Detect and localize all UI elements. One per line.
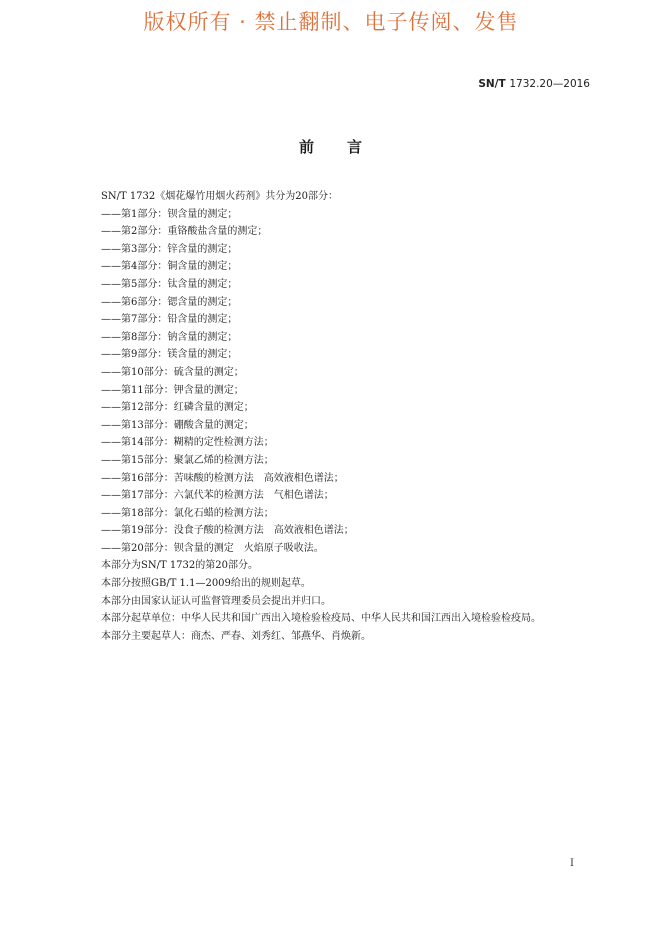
body-paragraph: 本部分为SN/T 1732的第20部分。 <box>101 560 258 572</box>
body-paragraph: 本部分按照GB/T 1.1—2009给出的规则起草。 <box>101 578 311 590</box>
part-item: ——第11部分：钾含量的测定； <box>101 384 244 396</box>
part-item: ——第15部分：聚氯乙烯的检测方法； <box>101 454 274 466</box>
section-title: 前 言 <box>298 138 363 156</box>
copyright-watermark: 版权所有 · 禁止翻制、电子传阅、发售 <box>143 10 519 34</box>
page-number: I <box>570 858 574 869</box>
part-item: ——第18部分：氯化石蜡的检测方法； <box>101 507 274 519</box>
part-item: ——第8部分：钠含量的测定； <box>101 331 238 343</box>
body-paragraph: 本部分由国家认证认可监督管理委员会提出并归口。 <box>101 595 331 607</box>
parts-list <box>80 206 592 558</box>
part-item: ——第3部分：锌含量的测定； <box>101 243 238 255</box>
standard-prefix: SN/T <box>478 78 506 90</box>
part-item: ——第5部分：钛含量的测定； <box>101 278 238 290</box>
part-item: ——第20部分：钡含量的测定 火焰原子吸收法。 <box>101 542 324 554</box>
part-item: ——第10部分：硫含量的测定； <box>101 366 244 378</box>
part-item: ——第19部分：没食子酸的检测方法 高效液相色谱法； <box>101 525 354 537</box>
part-item: ——第6部分：锶含量的测定； <box>101 296 238 308</box>
part-item: ——第12部分：红磷含量的测定； <box>101 402 254 414</box>
standard-number: 1732.20—2016 <box>509 78 590 90</box>
part-item: ——第2部分：重铬酸盐含量的测定； <box>101 226 268 238</box>
intro-paragraph: SN/T 1732《烟花爆竹用烟火药剂》共分为20部分： <box>101 191 338 202</box>
part-item: ——第17部分：六氯代苯的检测方法 气相色谱法； <box>101 490 334 502</box>
part-item: ——第9部分：镁含量的测定； <box>101 349 238 361</box>
foreword-body <box>80 188 592 645</box>
part-item: ——第13部分：硼酸含量的测定； <box>101 419 254 431</box>
part-item: ——第4部分：铜含量的测定； <box>101 261 238 273</box>
part-item: ——第1部分：钡含量的测定； <box>101 208 238 220</box>
part-item: ——第14部分：糊精的定性检测方法； <box>101 437 274 449</box>
part-item: ——第7部分：铅含量的测定； <box>101 314 238 326</box>
body-paragraph: 本部分起草单位：中华人民共和国广西出入境检验检疫局、中华人民共和国江西出入境检验检疫局。 <box>101 613 541 625</box>
body-paragraph: 本部分主要起草人：商杰、严春、刘秀红、邹燕华、肖焕新。 <box>101 630 371 642</box>
standard-code <box>478 78 590 90</box>
part-item: ——第16部分：苦味酸的检测方法 高效液相色谱法； <box>101 472 344 484</box>
